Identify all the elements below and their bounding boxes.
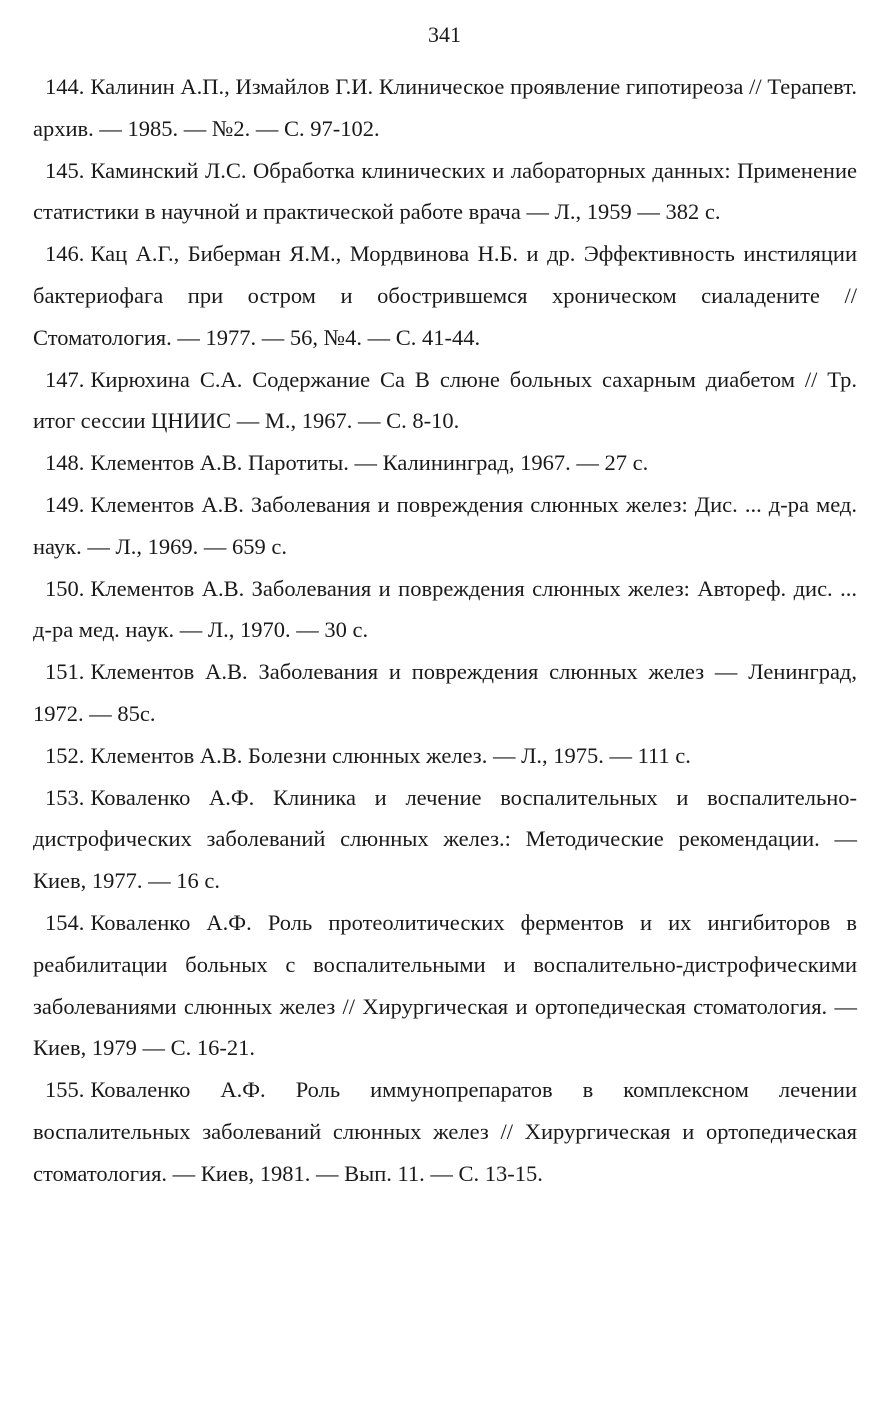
reference-text: Коваленко А.Ф. Клиника и лечение воспалительных и воспалительно-дистрофических заболеваний слюнных желез.: Методические рекомендации. — Киев, 1977. — 16 с. [33, 784, 857, 894]
reference-149 [33, 484, 857, 568]
reference-144 [33, 66, 857, 150]
reference-146 [33, 233, 857, 358]
reference-151 [33, 651, 857, 735]
reference-text: Коваленко А.Ф. Роль протеолитических ферментов и их ингибиторов в реабилитации больных с воспалительными и воспалительно-дистрофическими заболеваниями слюнных желез // Хирургическая и ортопедическая стоматология. — Киев, 1979 — С. 16-21. [33, 909, 857, 1061]
reference-150 [33, 568, 857, 652]
reference-155 [33, 1069, 857, 1194]
reference-153 [33, 777, 857, 902]
reference-text: Клементов А.В. Заболевания и повреждения слюнных желез: Автореф. дис. ... д-ра мед. наук. — Л., 1970. — 30 с. [33, 575, 857, 643]
reference-148 [33, 442, 857, 484]
reference-number: 155. [45, 1077, 85, 1103]
reference-text: Клементов А.В. Заболевания и повреждения слюнных желез — Ленинград, 1972. — 85с. [33, 659, 857, 726]
reference-text: Клементов А.В. Болезни слюнных желез. — Л., 1975. — 111 с. [90, 742, 691, 768]
reference-text: Каминский Л.С. Обработка клинических и лабораторных данных: Применение статистики в научной и практической работе врача — Л., 1959 — 382 с. [33, 157, 857, 225]
reference-text: Кирюхина С.А. Содержание Са В слюне больных сахарным диабетом // Тр. итог сессии ЦНИИС — М., 1967. — С. 8-10. [33, 366, 857, 434]
reference-number: 149. [45, 491, 85, 517]
reference-152 [33, 735, 857, 777]
reference-text: Клементов А.В. Паротиты. — Калининград, 1967. — 27 с. [90, 450, 649, 476]
reference-text: Клементов А.В. Заболевания и повреждения слюнных желез: Дис. ... д-ра мед. наук. — Л., 1969. — 659 с. [33, 491, 857, 559]
reference-number: 151. [45, 659, 85, 685]
reference-list [33, 66, 857, 1195]
reference-number: 148. [45, 450, 85, 476]
reference-text: Калинин А.П., Измайлов Г.И. Клиническое проявление гипотиреоза // Терапевт. архив. — 1985. — №2. — С. 97-102. [33, 74, 857, 141]
reference-number: 144. [45, 74, 85, 99]
reference-text: Кац А.Г., Биберман Я.М., Мордвинова Н.Б. и др. Эффективность инстиляции бактериофага при остром и обострившемся хроническом сиаладените // Стоматология. — 1977. — 56, №4. — С. 41-44. [33, 241, 857, 350]
reference-number: 147. [45, 366, 85, 392]
reference-147 [33, 359, 857, 443]
reference-number: 150. [45, 575, 85, 601]
reference-145 [33, 150, 857, 234]
page-number: 341 [428, 22, 461, 47]
reference-number: 154. [45, 909, 85, 935]
reference-154 [33, 902, 857, 1069]
reference-number: 153. [45, 784, 85, 810]
reference-number: 145. [45, 157, 85, 183]
reference-number: 152. [45, 742, 85, 768]
reference-text: Коваленко А.Ф. Роль иммунопрепаратов в комплексном лечении воспалительных заболеваний слюнных желез // Хирургическая и ортопедическая стоматология. — Киев, 1981. — Вып. 11. — С. 13-15. [33, 1077, 857, 1186]
reference-number: 146. [45, 241, 85, 267]
